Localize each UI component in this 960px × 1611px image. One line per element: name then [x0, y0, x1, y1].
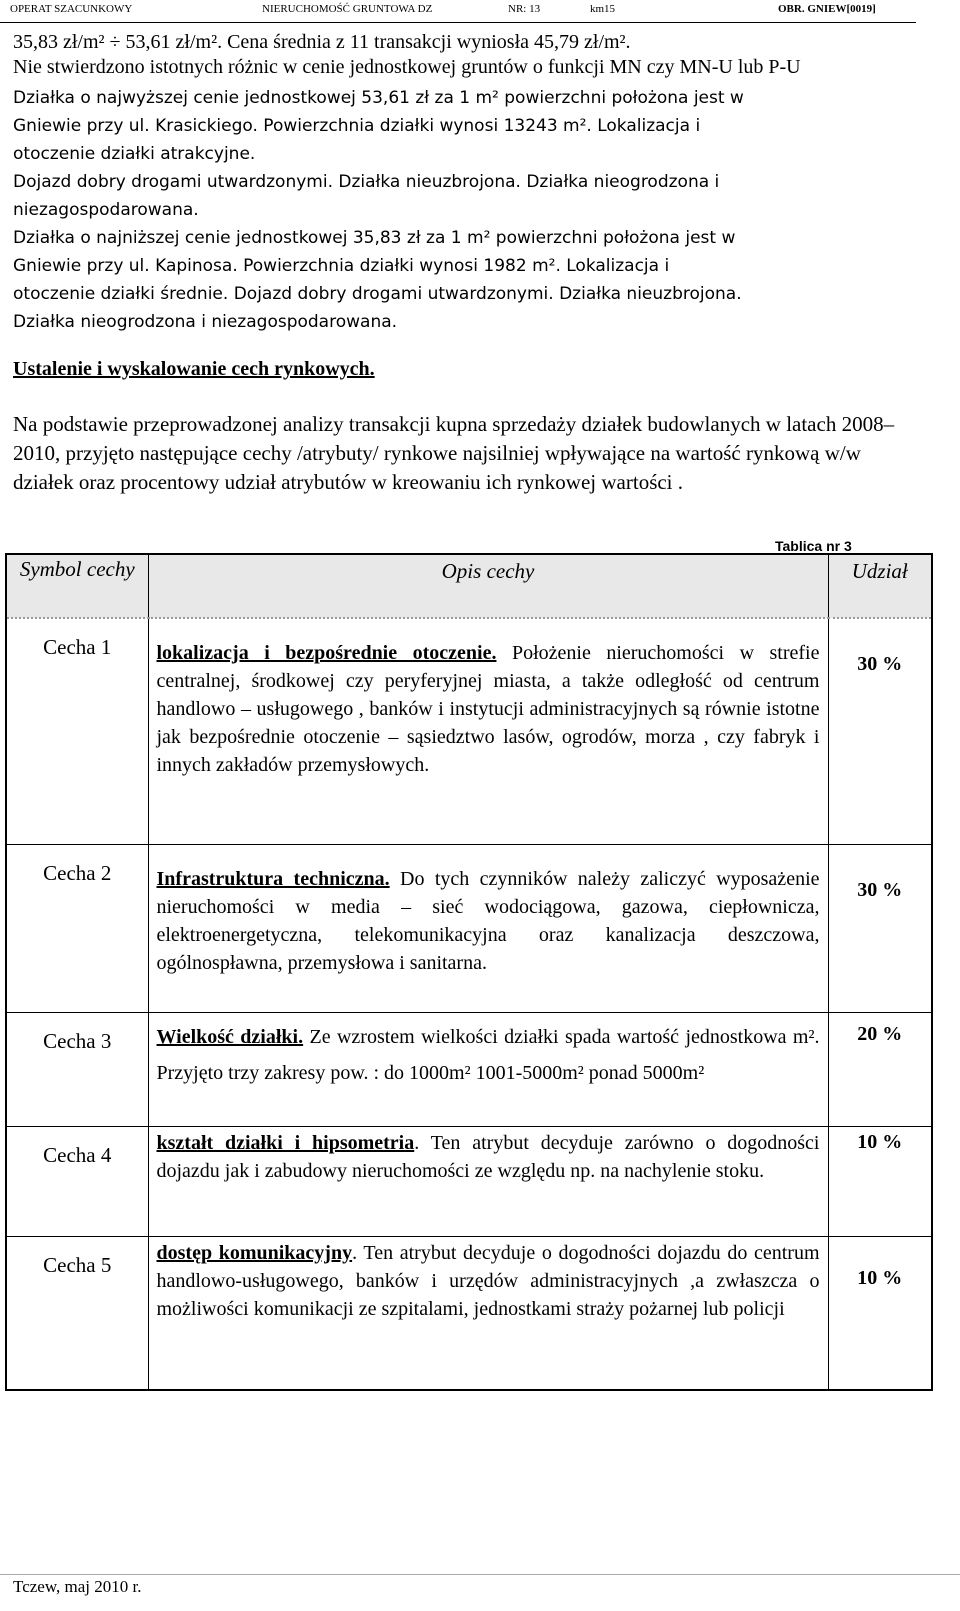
row-symbol: Cecha 2	[6, 844, 148, 1012]
footer-rule	[0, 1574, 960, 1575]
header-km: km15	[590, 3, 616, 15]
text-line: Gniewie przy ul. Krasickiego. Powierzchnia działki wynosi 13243 m². Lokalizacja i	[13, 116, 701, 136]
row-share: 30 %	[828, 618, 932, 844]
row-description	[148, 844, 828, 1012]
text-line: Działka nieogrodzona i niezagospodarowana.	[13, 312, 398, 332]
row-text: . Ten atrybut decyduje o dogodności dojazdu do centrum handlowo-usługowego, banków i urzędów administracyjnych ,a zwłaszcza o możliwości komunikacji ze szpitalami, jednostkami straży pożarnej lub policji	[156, 1241, 820, 1320]
text-line: Gniewie przy ul. Kapinosa. Powierzchnia działki wynosi 1982 m². Lokalizacja i	[13, 256, 670, 276]
row-label: lokalizacja i bezpośrednie otoczenie.	[156, 642, 497, 664]
header-symbol: Symbol cechy	[6, 554, 148, 618]
row-text: Położenie nieruchomości w strefie centralnej, środkowej czy peryferyjnej miasta, a także odległość od centrum handlowo – usługowego , banków i instytucji administracyjnych są równie istotne jak bezpośrednie otoczenie – sąsiedztwo lasów, ogrodów, morza , czy fabryk i innych zakładów przemysłowych.	[156, 642, 820, 776]
table-row	[6, 1012, 932, 1126]
row-label: dostęp komunikacyjny	[156, 1241, 353, 1264]
row-text: Do tych czynników należy zaliczyć wyposażenie nieruchomości w media – sieć wodociągowa, gazowa, ciepłownicza, elektroenergetyczna, telekomunikacyjna oraz kanalizacja deszczowa, ogólnospławna, przemysłowa i sanitarna.	[156, 867, 820, 974]
header-title: OPERAT SZACUNKOWY	[10, 3, 133, 15]
row-text: Ze wzrostem wielkości działki spada wartość jednostkowa m². Przyjęto trzy zakresy pow. : do 1000m² 1001-5000m² ponad 5000m²	[156, 1025, 820, 1084]
row-symbol: Cecha 3	[6, 1012, 148, 1126]
row-description	[148, 1236, 828, 1390]
row-text: . Ten atrybut decyduje zarówno o dogodności dojazdu jak i zabudowy nieruchomości ze względu np. na nachylenie stoku.	[156, 1131, 820, 1182]
text-line: Działka o najniższej cenie jednostkowej 35,83 zł za 1 m² powierzchni położona jest w	[13, 228, 736, 248]
text-line: niezagospodarowana.	[13, 200, 199, 220]
header-description: Opis cechy	[148, 554, 828, 618]
page-footer: Tczew, maj 2010 r.	[13, 1577, 142, 1596]
row-share: 10 %	[828, 1236, 932, 1390]
row-symbol: Cecha 4	[6, 1126, 148, 1236]
row-symbol: Cecha 1	[6, 618, 148, 844]
row-label: Infrastruktura techniczna.	[156, 867, 390, 890]
row-share: 30 %	[828, 844, 932, 1012]
table-caption: Tablica nr 3	[775, 538, 852, 554]
row-label: kształt działki i hipsometria	[156, 1131, 415, 1154]
text-line: Dojazd dobry drogami utwardzonymi. Działka nieuzbrojona. Działka nieogrodzona i	[13, 172, 720, 192]
row-share: 20 %	[828, 1012, 932, 1126]
row-share: 10 %	[828, 1126, 932, 1236]
row-symbol: Cecha 5	[6, 1236, 148, 1390]
header-share: Udział	[828, 554, 932, 618]
text-line: otoczenie działki średnie. Dojazd dobry drogami utwardzonymi. Działka nieuzbrojona.	[13, 284, 742, 304]
header-district: OBR. GNIEW[0019]	[778, 3, 876, 15]
table-row	[6, 1126, 932, 1236]
table-row	[6, 844, 932, 1012]
row-description	[148, 1126, 828, 1236]
text-line: Działka o najwyższej cenie jednostkowej 53,61 zł za 1 m² powierzchni położona jest w	[13, 88, 744, 108]
page-header	[0, 0, 960, 30]
intro-paragraph: Na podstawie przeprowadzonej analizy transakcji kupna sprzedaży działek budowlanych w latach 2008–2010, przyjęto następujące cechy /atrybuty/ rynkowe najsilniej wpływające na wartość rynkową w/w działek oraz procentowy udział atrybutów w kreowaniu ich rynkowej wartości .	[13, 412, 895, 494]
header-number: NR: 13	[508, 3, 541, 15]
table-header-row	[6, 554, 932, 618]
text-line: otoczenie działki atrakcyjne.	[13, 144, 256, 164]
section-heading: Ustalenie i wyskalowanie cech rynkowych.	[13, 358, 375, 380]
row-description	[148, 1012, 828, 1126]
table-row	[6, 618, 932, 844]
header-property: NIERUCHOMOŚĆ GRUNTOWA DZ	[262, 3, 433, 15]
row-label: Wielkość działki.	[156, 1025, 304, 1048]
row-description	[148, 618, 828, 844]
text-line: 35,83 zł/m² ÷ 53,61 zł/m². Cena średnia z 11 transakcji wyniosła 45,79 zł/m².	[13, 31, 631, 53]
table-row	[6, 1236, 932, 1390]
attributes-table	[5, 553, 933, 1391]
header-rule	[0, 22, 916, 23]
text-line: Nie stwierdzono istotnych różnic w cenie jednostkowej gruntów o funkcji MN czy MN-U lub P-U	[13, 56, 801, 78]
